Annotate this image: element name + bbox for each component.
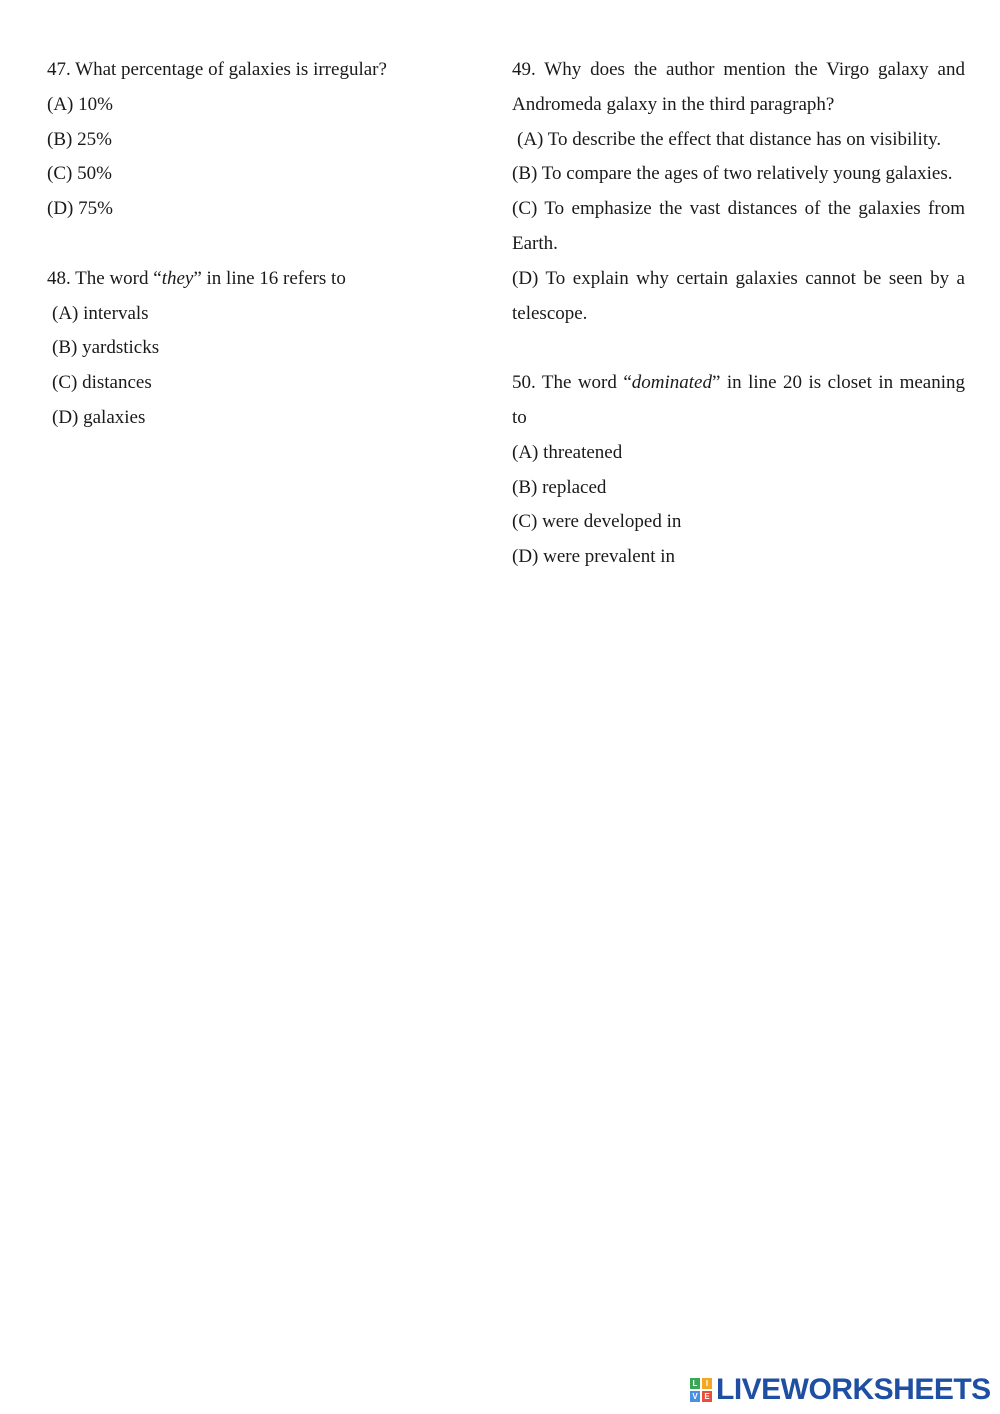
stem-text-after: ” in line 20 is closet in meaning to — [512, 372, 965, 428]
question-50 — [512, 366, 965, 575]
question-48 — [47, 262, 457, 436]
answer-option: (D) 75% — [47, 198, 113, 220]
question-47 — [47, 53, 457, 227]
stem-keyword: dominated — [631, 372, 712, 394]
answer-option: (B) replaced — [512, 476, 607, 498]
stem-keyword: they — [161, 267, 194, 289]
logo-mark-icon — [690, 1378, 712, 1402]
question-49 — [512, 53, 965, 331]
left-column — [47, 53, 457, 436]
question-stem — [47, 262, 457, 297]
liveworksheets-logo — [690, 1374, 991, 1406]
answer-option: (D) To explain why certain galaxies cannot be seen by a telescope. — [512, 267, 965, 324]
answer-option: (A) 10% — [47, 93, 113, 115]
logo-text: LIVEWORKSHEETS — [716, 1373, 991, 1406]
stem-text-before: 48. The word “ — [47, 267, 162, 289]
answer-option: (B) yardsticks — [52, 337, 160, 359]
spacer — [512, 331, 965, 366]
logo-mark-letter: L — [690, 1378, 700, 1389]
question-stem: 49. Why does the author mention the Virgo galaxy and Andromeda galaxy in the third paragraph? — [512, 59, 965, 115]
answer-option: (A) threatened — [512, 441, 623, 463]
answer-option: (A) To describe the effect that distance has on visibility. — [517, 128, 942, 150]
spacer — [47, 227, 457, 262]
logo-mark-letter: V — [690, 1391, 700, 1402]
right-column — [512, 53, 965, 575]
logo-mark-letter: I — [702, 1378, 712, 1389]
answer-option: (B) To compare the ages of two relatively young galaxies. — [512, 163, 953, 185]
answer-option: (A) intervals — [52, 302, 149, 324]
question-stem: 47. What percentage of galaxies is irregular? — [47, 59, 387, 80]
answer-option: (B) 25% — [47, 128, 112, 150]
stem-text-before: 50. The word “ — [512, 372, 632, 394]
question-stem — [512, 366, 965, 436]
answer-option: (D) galaxies — [52, 406, 146, 428]
logo-mark-letter: E — [702, 1391, 712, 1402]
answer-option: (C) distances — [52, 372, 152, 394]
stem-text-after: ” in line 16 refers to — [193, 267, 346, 289]
answer-option: (C) were developed in — [512, 511, 682, 533]
answer-option: (C) 50% — [47, 163, 112, 185]
answer-option: (C) To emphasize the vast distances of the galaxies from Earth. — [512, 198, 965, 254]
answer-option: (D) were prevalent in — [512, 546, 676, 568]
